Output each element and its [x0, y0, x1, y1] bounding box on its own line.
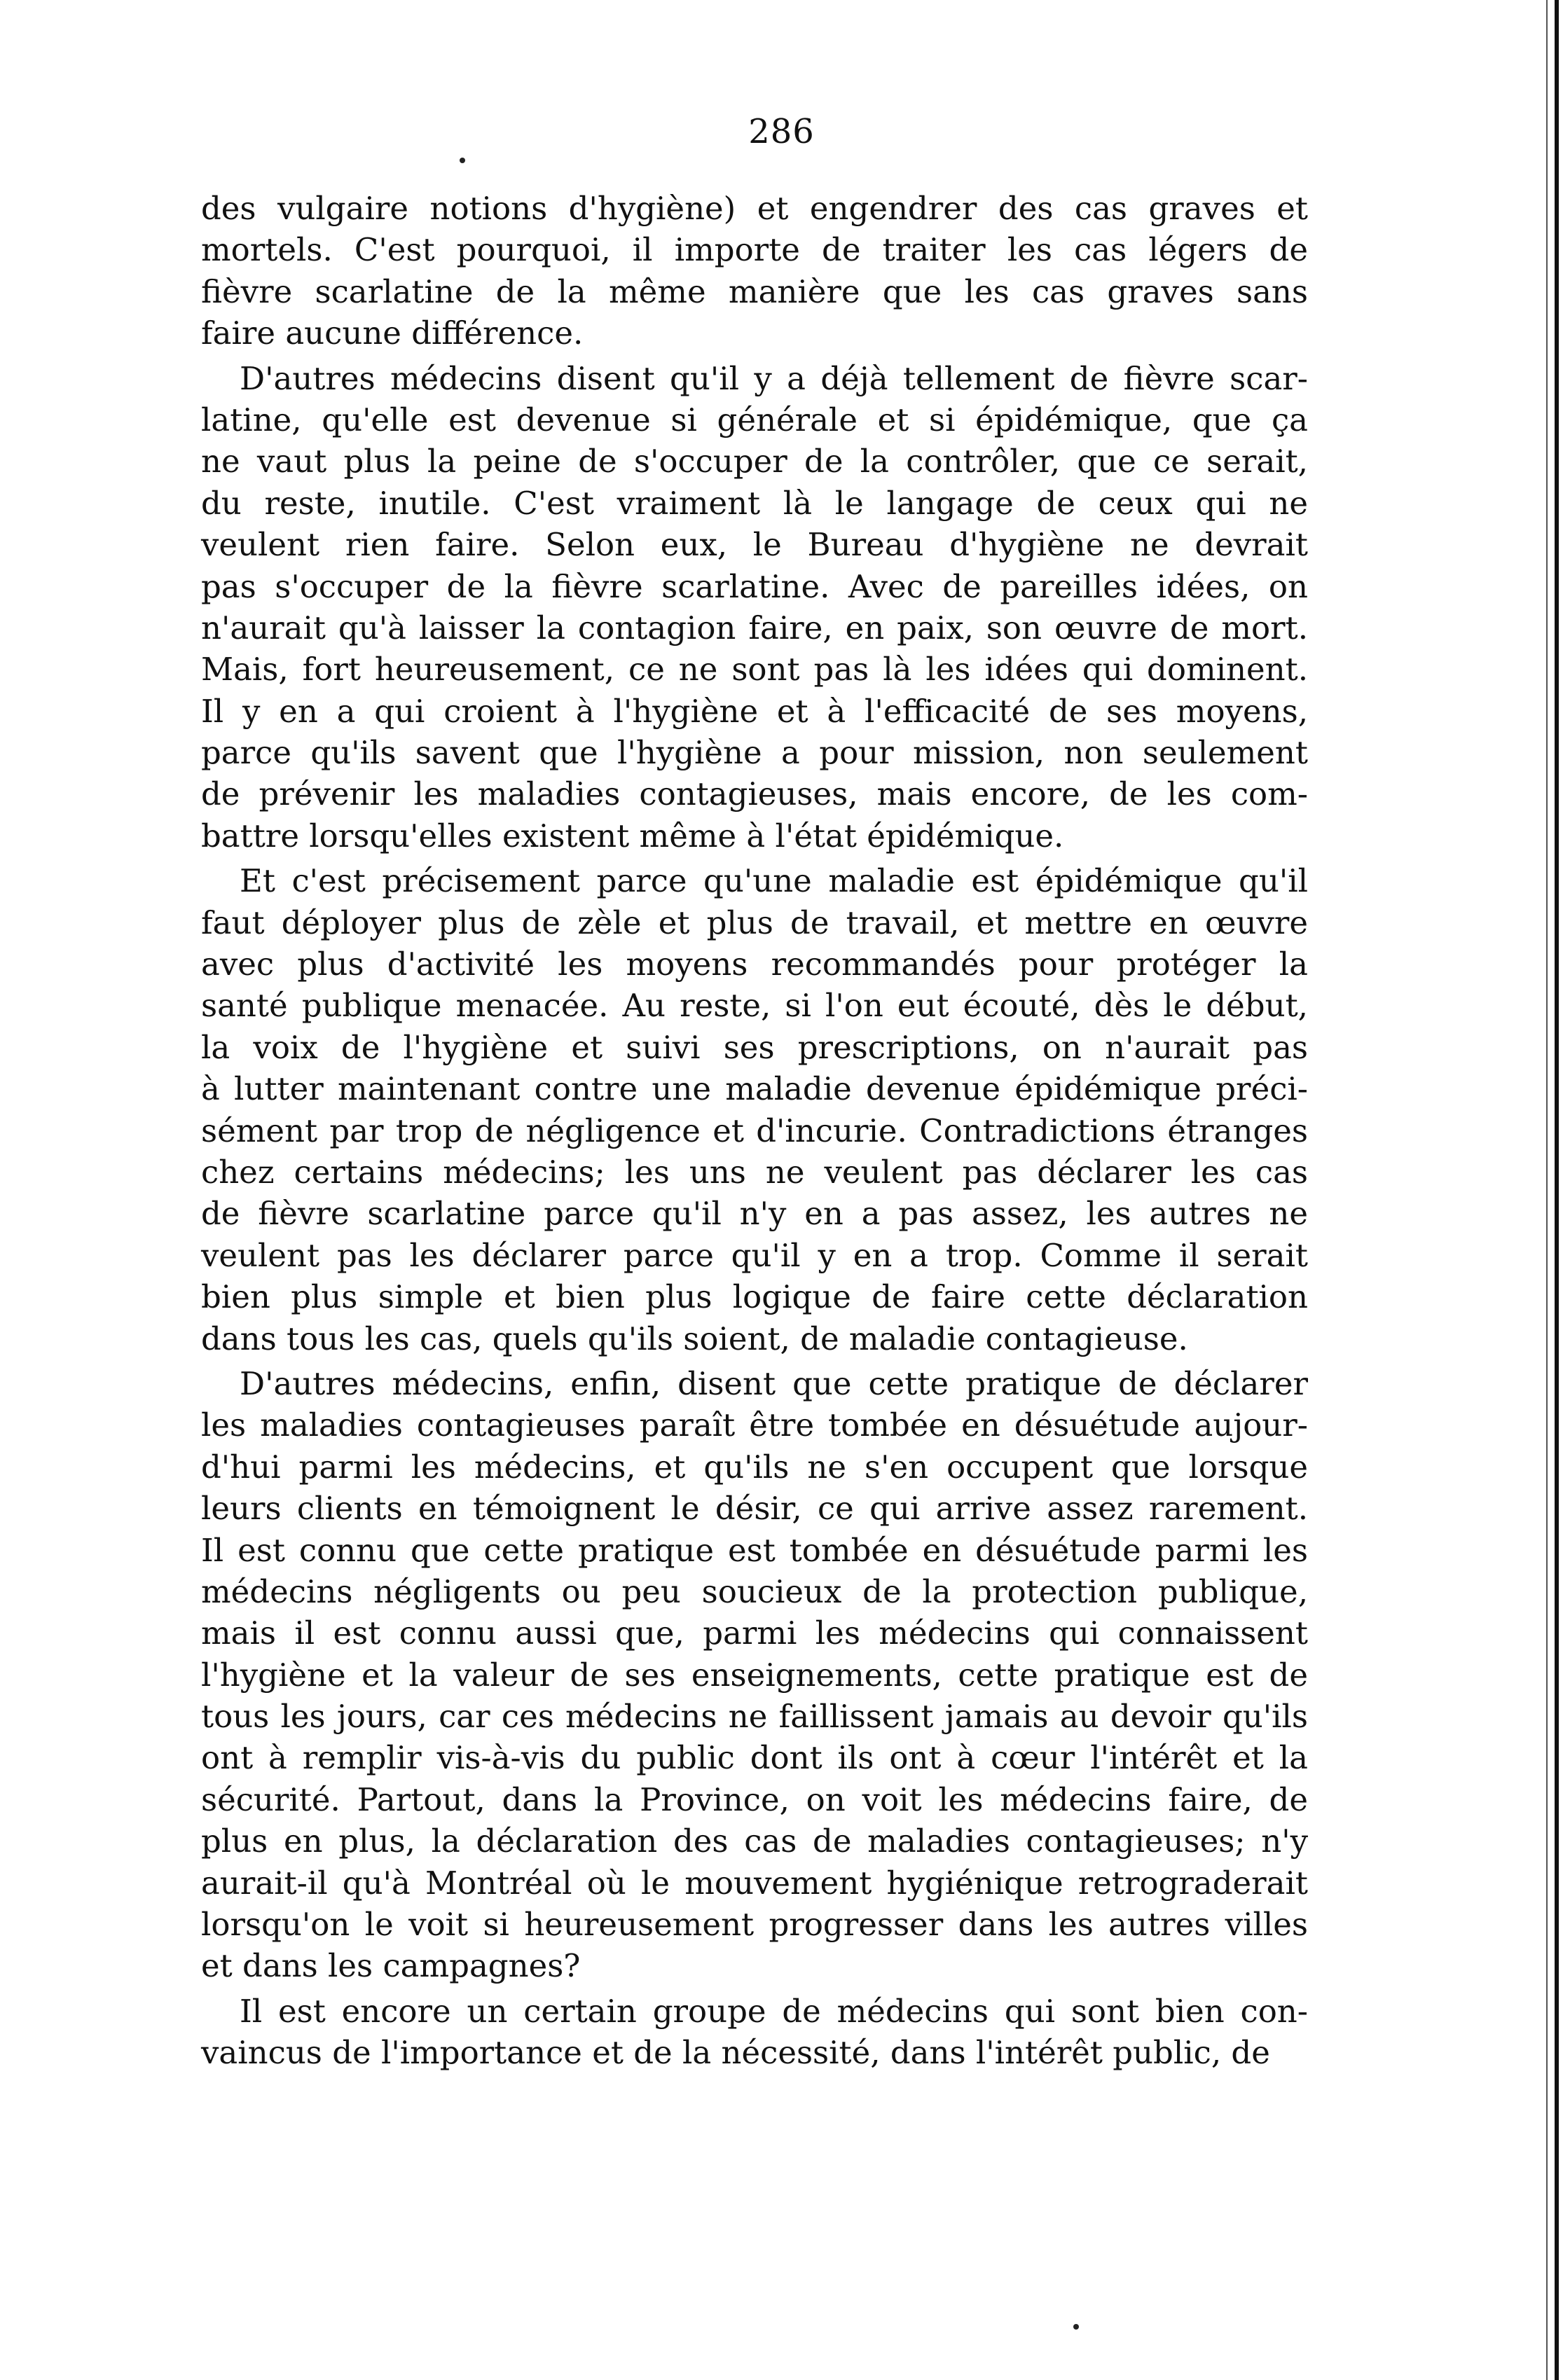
- text-line: latine, qu'elle est devenue si générale et si épidémique, que ça: [201, 401, 1308, 438]
- text-line: mortels. C'est pourquoi, il importe de traiter les cas légers de: [201, 231, 1308, 269]
- text-line: leurs clients en témoignent le désir, ce qui arrive assez rarement.: [201, 1490, 1308, 1528]
- text-line: l'hygiène et la valeur de ses enseignements, cette pratique est de: [201, 1656, 1308, 1694]
- text-line: de fièvre scarlatine parce qu'il n'y en a pas assez, les autres ne: [201, 1195, 1308, 1233]
- text-line: veulent pas les déclarer parce qu'il y en a trop. Comme il serait: [201, 1236, 1308, 1274]
- text-line: Il est connu que cette pratique est tombée en désuétude parmi les: [201, 1531, 1308, 1569]
- text-line: mais il est connu aussi que, parmi les médecins qui connaissent: [201, 1614, 1308, 1652]
- paragraph: [201, 1363, 1308, 1987]
- print-speck: [1073, 2324, 1079, 2330]
- text-line: Et c'est précisement parce qu'une maladie est épidémique qu'il: [240, 862, 1308, 900]
- paragraph: [201, 860, 1308, 1359]
- text-line: les maladies contagieuses paraît être tombée en désuétude aujour-: [201, 1406, 1308, 1444]
- text-line: parce qu'ils savent que l'hygiène a pour mission, non seulement: [201, 734, 1308, 772]
- text-line: Mais, fort heureusement, ce ne sont pas là les idées qui dominent.: [201, 651, 1308, 689]
- text-line: ne vaut plus la peine de s'occuper de la contrôler, que ce serait,: [201, 443, 1308, 480]
- text-line: médecins négligents ou peu soucieux de la protection publique,: [201, 1572, 1308, 1610]
- text-line: plus en plus, la déclaration des cas de maladies contagieuses; n'y: [201, 1822, 1308, 1860]
- paragraph: [201, 1991, 1308, 2074]
- page-number: 286: [748, 112, 815, 151]
- paragraph: [201, 188, 1308, 354]
- text-line: Il y en a qui croient à l'hygiène et à l'efficacité de ses moyens,: [201, 692, 1308, 730]
- text-line: sément par trop de négligence et d'incurie. Contradictions étranges: [201, 1112, 1308, 1149]
- text-line: pas s'occuper de la fièvre scarlatine. Avec de pareilles idées, on: [201, 567, 1308, 605]
- text-line: chez certains médecins; les uns ne veulent pas déclarer les cas: [201, 1153, 1308, 1191]
- text-line: et dans les campagnes?: [201, 1947, 581, 1985]
- text-line: de prévenir les maladies contagieuses, mais encore, de les com-: [201, 775, 1308, 813]
- body-text: [201, 188, 1308, 2074]
- text-line: aurait-il qu'à Montréal où le mouvement hygiénique retrograderait: [201, 1864, 1308, 1902]
- text-line: veulent rien faire. Selon eux, le Bureau d'hygiène ne devrait: [201, 526, 1308, 564]
- text-line: fièvre scarlatine de la même manière que les cas graves sans: [201, 272, 1308, 310]
- text-line: tous les jours, car ces médecins ne faillissent jamais au devoir qu'ils: [201, 1698, 1308, 1736]
- text-line: battre lorsqu'elles existent même à l'état épidémique.: [201, 817, 1064, 855]
- text-line: la voix de l'hygiène et suivi ses prescriptions, on n'aurait pas: [201, 1028, 1308, 1066]
- text-line: faut déployer plus de zèle et plus de travail, et mettre en œuvre: [201, 904, 1308, 941]
- text-line: avec plus d'activité les moyens recommandés pour protéger la: [201, 946, 1308, 983]
- print-speck: [460, 158, 465, 163]
- text-line: à lutter maintenant contre une maladie devenue épidémique préci-: [201, 1070, 1308, 1108]
- text-line: lorsqu'on le voit si heureusement progresser dans les autres villes: [201, 1906, 1308, 1944]
- text-line: des vulgaire notions d'hygiène) et engendrer des cas graves et: [201, 190, 1308, 227]
- binding-edge: [1555, 0, 1559, 2380]
- paragraph: [201, 358, 1308, 857]
- text-line: d'hui parmi les médecins, et qu'ils ne s'en occupent que lorsque: [201, 1448, 1308, 1486]
- binding-edge-thin: [1546, 0, 1548, 2380]
- text-line: sécurité. Partout, dans la Province, on voit les médecins faire, de: [201, 1780, 1308, 1818]
- text-line: D'autres médecins, enfin, disent que cette pratique de déclarer: [240, 1364, 1308, 1402]
- text-line: du reste, inutile. C'est vraiment là le langage de ceux qui ne: [201, 484, 1308, 522]
- text-line: vaincus de l'importance et de la nécessité, dans l'intérêt public, de: [201, 2034, 1270, 2072]
- text-line: Il est encore un certain groupe de médecins qui sont bien con-: [240, 1992, 1308, 2030]
- text-line: D'autres médecins disent qu'il y a déjà tellement de fièvre scar-: [240, 359, 1308, 397]
- text-line: n'aurait qu'à laisser la contagion faire, en paix, son œuvre de mort.: [201, 609, 1308, 646]
- text-line: bien plus simple et bien plus logique de faire cette déclaration: [201, 1278, 1308, 1316]
- text-line: ont à remplir vis-à-vis du public dont ils ont à cœur l'intérêt et la: [201, 1739, 1308, 1777]
- text-line: faire aucune différence.: [201, 314, 584, 352]
- text-line: santé publique menacée. Au reste, si l'on eut écouté, dès le début,: [201, 987, 1308, 1025]
- text-line: dans tous les cas, quels qu'ils soient, de maladie contagieuse.: [201, 1320, 1188, 1357]
